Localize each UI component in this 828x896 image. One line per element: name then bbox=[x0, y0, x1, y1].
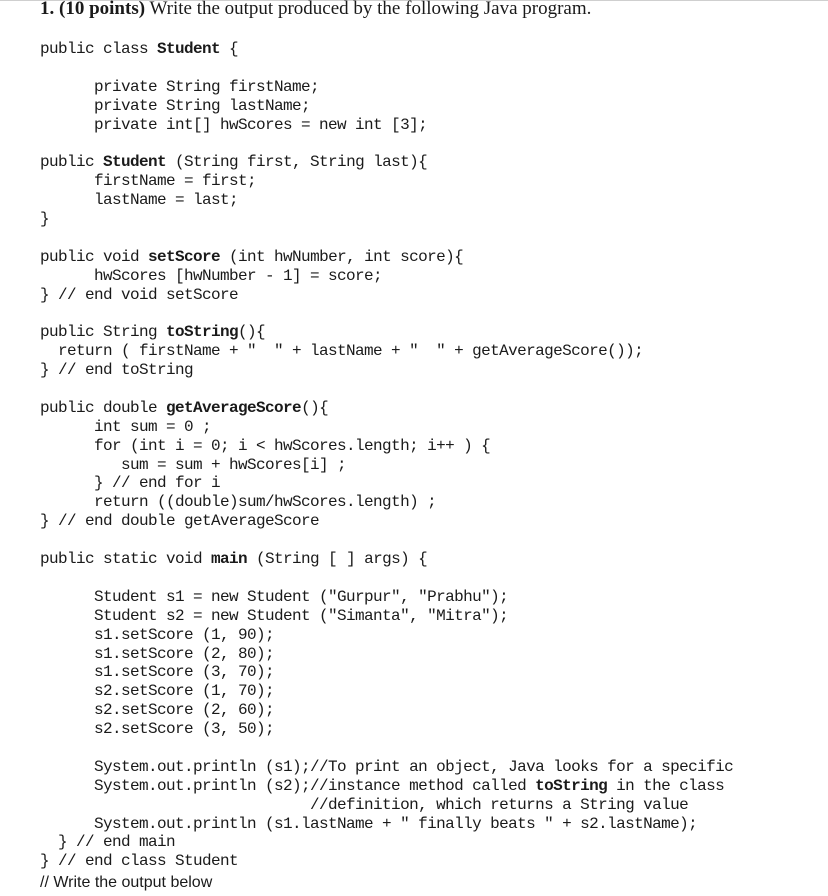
code-line bbox=[40, 399, 733, 418]
code-text: public bbox=[40, 153, 104, 172]
code-text: } // end toString bbox=[40, 361, 194, 380]
code-line bbox=[40, 153, 733, 172]
code-line bbox=[40, 493, 733, 512]
code-identifier-bold: toString bbox=[166, 323, 239, 342]
code-text: in the class bbox=[607, 776, 725, 795]
code-text: Student s2 = new Student ("Simanta", "Mitra"); bbox=[40, 606, 509, 625]
code-line bbox=[40, 796, 733, 815]
question-heading bbox=[40, 0, 591, 21]
code-text: int sum = 0 ; bbox=[40, 417, 212, 436]
code-text: public void bbox=[40, 247, 149, 266]
code-line bbox=[40, 588, 733, 607]
code-line bbox=[40, 663, 733, 682]
code-line bbox=[40, 267, 733, 286]
code-text: } // end main bbox=[40, 833, 176, 852]
code-text: (String [ ] args) { bbox=[247, 550, 428, 569]
code-text: return ((double)sum/hwScores.length) ; bbox=[40, 493, 437, 512]
output-instruction: // Write the output below bbox=[40, 874, 213, 891]
code-text: Student s1 = new Student ("Gurpur", "Prabhu"); bbox=[40, 587, 509, 606]
code-line bbox=[40, 607, 733, 626]
code-text: System.out.println (s1);//To print an object, Java looks for a specific bbox=[40, 757, 734, 776]
code-line bbox=[40, 323, 733, 342]
code-text: (int hwNumber, int score){ bbox=[220, 247, 464, 266]
code-identifier-bold: getAverageScore bbox=[166, 398, 302, 417]
code-text: s1.setScore (1, 90); bbox=[40, 625, 275, 644]
code-text: (){ bbox=[238, 323, 266, 342]
code-text: } // end class Student bbox=[40, 852, 239, 871]
code-line bbox=[40, 418, 733, 437]
code-line bbox=[40, 815, 733, 834]
code-text: return ( firstName + " " + lastName + " " + getAverageScore()); bbox=[40, 342, 644, 361]
code-text: for (int i = 0; i < hwScores.length; i++ ) { bbox=[40, 436, 491, 455]
code-text: //definition, which returns a String value bbox=[40, 795, 689, 814]
code-line bbox=[40, 229, 733, 248]
code-line bbox=[40, 172, 733, 191]
code-line bbox=[40, 512, 733, 531]
code-identifier-bold: Student bbox=[157, 40, 221, 58]
code-text: private String firstName; bbox=[40, 77, 320, 96]
code-text: System.out.println (s2);//instance method called bbox=[40, 776, 536, 795]
code-line bbox=[40, 626, 733, 645]
code-line bbox=[40, 550, 733, 569]
code-identifier-bold: setScore bbox=[148, 247, 221, 266]
code-line bbox=[40, 474, 733, 493]
code-text: } // end void setScore bbox=[40, 285, 239, 304]
code-line bbox=[40, 682, 733, 701]
code-identifier-bold: main bbox=[211, 550, 248, 569]
code-text: } // end for i bbox=[40, 474, 221, 493]
code-line bbox=[40, 701, 733, 720]
code-text: s1.setScore (3, 70); bbox=[40, 663, 275, 682]
code-text: public double bbox=[40, 398, 167, 417]
code-line bbox=[40, 531, 733, 550]
code-line bbox=[40, 456, 733, 475]
code-text: public String bbox=[40, 323, 167, 342]
code-text: private int[] hwScores = new int [3]; bbox=[40, 115, 428, 134]
code-line bbox=[40, 210, 733, 229]
code-text: (String first, String last){ bbox=[166, 153, 428, 172]
code-line bbox=[40, 777, 733, 796]
code-line bbox=[40, 191, 733, 210]
code-line bbox=[40, 40, 733, 59]
code-text: System.out.println (s1.lastName + " finally beats " + s2.lastName); bbox=[40, 814, 698, 833]
code-line bbox=[40, 852, 733, 871]
code-line bbox=[40, 645, 733, 664]
code-text: s2.setScore (1, 70); bbox=[40, 682, 275, 701]
code-line bbox=[40, 134, 733, 153]
code-text: public static void bbox=[40, 550, 212, 569]
code-line bbox=[40, 78, 733, 97]
code-text: { bbox=[220, 40, 239, 58]
code-text: private String lastName; bbox=[40, 96, 311, 115]
code-text: hwScores [hwNumber - 1] = score; bbox=[40, 266, 383, 285]
code-text: (){ bbox=[301, 398, 329, 417]
code-line bbox=[40, 739, 733, 758]
code-line bbox=[40, 361, 733, 380]
code-identifier-bold: Student bbox=[103, 153, 167, 172]
code-line bbox=[40, 758, 733, 777]
question-number-points: 1. (10 points) bbox=[40, 0, 146, 19]
question-text: Write the output produced by the following Java program. bbox=[145, 0, 592, 19]
code-line bbox=[40, 720, 733, 739]
code-line bbox=[40, 286, 733, 305]
code-text: public class bbox=[40, 40, 158, 58]
code-text: s2.setScore (2, 60); bbox=[40, 701, 275, 720]
code-line bbox=[40, 569, 733, 588]
code-text: s2.setScore (3, 50); bbox=[40, 720, 275, 739]
code-line bbox=[40, 97, 733, 116]
code-text: s1.setScore (2, 80); bbox=[40, 644, 275, 663]
code-identifier-bold: toString bbox=[535, 776, 608, 795]
java-code-block bbox=[40, 40, 733, 871]
code-text: } // end double getAverageScore bbox=[40, 512, 320, 531]
code-text: firstName = first; bbox=[40, 172, 257, 191]
code-line bbox=[40, 833, 733, 852]
code-text: } bbox=[40, 210, 50, 229]
code-line bbox=[40, 59, 733, 78]
code-line bbox=[40, 248, 733, 267]
code-line bbox=[40, 437, 733, 456]
code-line bbox=[40, 116, 733, 135]
code-text: lastName = last; bbox=[40, 191, 239, 210]
code-line bbox=[40, 342, 733, 361]
code-text: sum = sum + hwScores[i] ; bbox=[40, 455, 347, 474]
code-line bbox=[40, 304, 733, 323]
code-line bbox=[40, 380, 733, 399]
